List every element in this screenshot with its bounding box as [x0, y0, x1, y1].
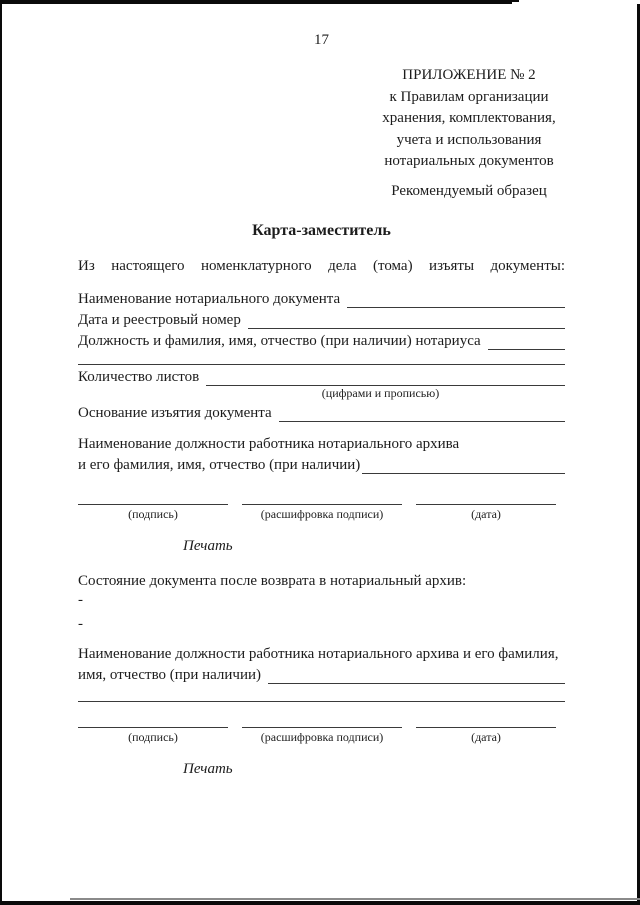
signature-block-2 [78, 727, 565, 745]
seal-label: Печать [183, 760, 233, 777]
return-state-item: - [78, 591, 83, 608]
intro-paragraph: Из настоящего номенклатурного дела (тома) изъяты документы: [78, 257, 565, 274]
form-fields [78, 287, 565, 474]
continuation-blank-line [78, 350, 565, 365]
field-document-name [78, 287, 565, 308]
appendix-line: хранения, комплектования, [382, 110, 556, 126]
field-withdrawal-reason-blank [279, 401, 565, 422]
field-notary-position-name-blank [488, 329, 565, 350]
field-archive-worker-name-blank [362, 453, 565, 474]
scan-artifact-bottom-gray [70, 898, 640, 900]
scan-artifact-bottom [0, 901, 640, 905]
field-archive-worker-name-line2 [78, 453, 565, 474]
date-line: (дата) [416, 504, 556, 522]
signature-transcript-line: (расшифровка подписи) [242, 504, 402, 522]
field-archive-worker2-line1: Наименование должности работника нотариального архива и его фамилия, [78, 645, 559, 662]
hint-spacer [78, 386, 196, 401]
signature-block-1 [78, 504, 565, 522]
field-archive-worker-name-line2-label: и его фамилия, имя, отчество (при наличии) [78, 456, 361, 473]
date-line: (дата) [416, 727, 556, 745]
field-withdrawal-reason [78, 401, 565, 422]
field-date-registry-number-blank [248, 308, 565, 329]
appendix-line: учета и использования [396, 131, 542, 148]
field-notary-position-name [78, 329, 565, 350]
appendix-line: к Правилам организации [389, 88, 549, 105]
sheet-count-hint-row [78, 386, 565, 401]
signature-line: (подпись) [78, 504, 228, 522]
field-date-registry-number [78, 308, 565, 329]
field-archive-worker2-line2-label: имя, отчество (при наличии) [78, 666, 262, 683]
continuation-blank-line-2 [78, 684, 565, 702]
field-document-name-blank [347, 287, 565, 308]
appendix-heading [373, 65, 565, 173]
field-sheet-count-blank [206, 365, 565, 386]
field-archive-worker-name-line1: Наименование должности работника нотариального архива [78, 435, 460, 452]
signature-transcript-line: (расшифровка подписи) [242, 727, 402, 745]
field-archive-worker2-line2 [78, 663, 565, 684]
sheet-count-hint: (цифрами и прописью) [321, 385, 440, 400]
return-state-label: Состояние документа после возврата в нотариальный архив: [78, 572, 467, 589]
signature-line: (подпись) [78, 727, 228, 745]
appendix-line: нотариальных документов [384, 153, 554, 169]
field-date-registry-number-label: Дата и реестровый номер [78, 311, 241, 328]
appendix-line: ПРИЛОЖЕНИЕ № 2 [402, 67, 536, 83]
recommended-sample-label: Рекомендуемый образец [391, 182, 547, 199]
field-document-name-label: Наименование нотариального документа [78, 290, 341, 307]
page-number: 17 [314, 32, 329, 48]
field-sheet-count [78, 365, 565, 386]
document-title: Карта-заместитель [252, 221, 391, 239]
field-sheet-count-label: Количество листов [78, 368, 200, 385]
field-notary-position-name-label: Должность и фамилия, имя, отчество (при наличии) нотариуса [78, 332, 481, 349]
field-archive-worker2-blank [268, 663, 565, 684]
return-state-item: - [78, 615, 83, 632]
seal-label: Печать [183, 537, 233, 554]
field-withdrawal-reason-label: Основание изъятия документа [78, 404, 272, 421]
